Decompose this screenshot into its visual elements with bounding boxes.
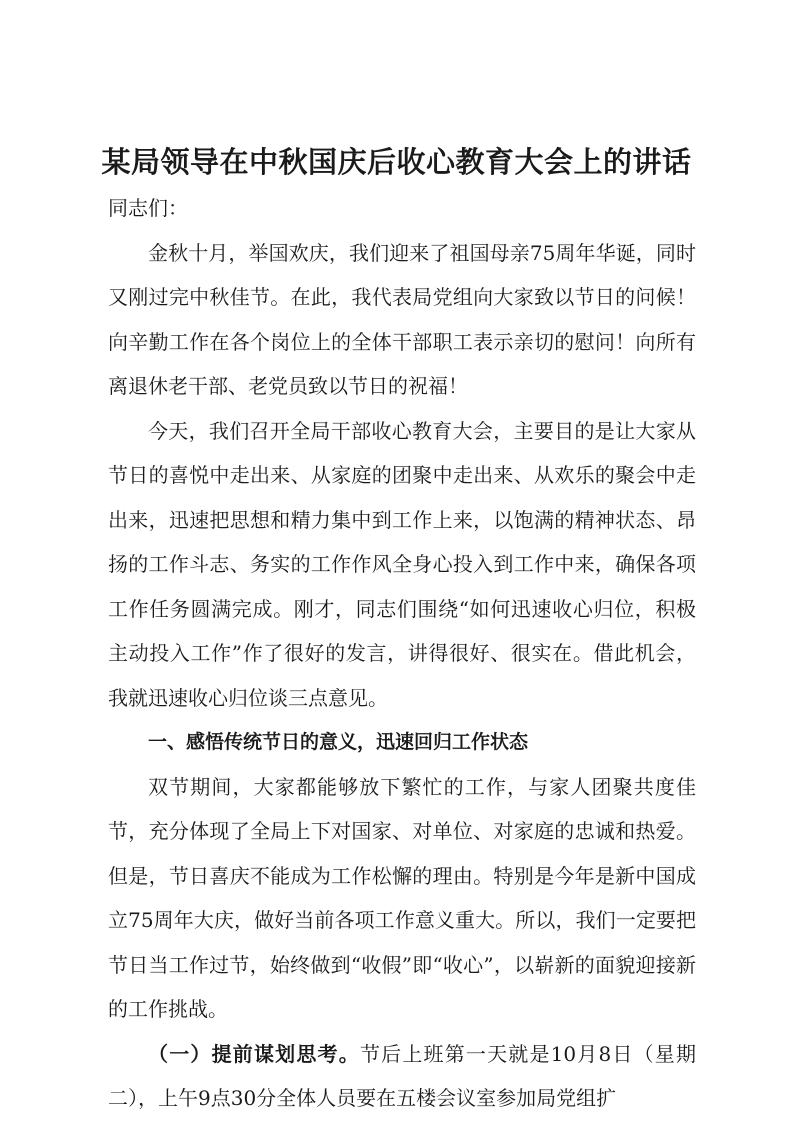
salutation: 同志们：: [108, 196, 188, 220]
paragraph-subsection-1: [108, 1032, 696, 1121]
section-heading-1: 一、感悟传统节日的意义，迅速回归工作状态: [148, 731, 529, 753]
document-title: 某局领导在中秋国庆后收心教育大会上的讲话: [101, 145, 692, 179]
document-body: [108, 186, 696, 1121]
paragraph-section-1: 双节期间，大家都能够放下繁忙的工作，与家人团聚共度佳节，充分体现了全局上下对国家、对单位、对家庭的忠诚和热爱。但是，节日喜庆不能成为工作松懈的理由。特别是今年是新中国成立75周年大庆，做好当前各项工作意义重大。所以，我们一定要把节日当工作过节，始终做到“收假”即“收心”，以崭新的面貌迎接新的工作挑战。: [108, 774, 696, 1021]
subsection-1-text: 节后上班第一天就是10月8日（星期二），上午9点30分全体人员要在五楼会议室参加局党组扩: [108, 1041, 696, 1110]
paragraph-greeting: 金秋十月，举国欢庆，我们迎来了祖国母亲75周年华诞，同时又刚过完中秋佳节。在此，我代表局党组向大家致以节日的问候！向辛勤工作在各个岗位上的全体干部职工表示亲切的慰问！向所有离退休老干部、老党员致以节日的祝福！: [108, 240, 696, 398]
subsection-heading-1: （一）提前谋划思考。: [148, 1041, 360, 1066]
paragraph-purpose: 今天，我们召开全局干部收心教育大会，主要目的是让大家从节日的喜悦中走出来、从家庭的团聚中走出来、从欢乐的聚会中走出来，迅速把思想和精力集中到工作上来，以饱满的精神状态、昂扬的工作斗志、务实的工作作风全身心投入到工作中来，确保各项工作任务圆满完成。刚才，同志们围绕“如何迅速收心归位，积极主动投入工作”作了很好的发言，讲得很好、很实在。借此机会，我就迅速收心归位谈三点意见。: [108, 418, 696, 710]
